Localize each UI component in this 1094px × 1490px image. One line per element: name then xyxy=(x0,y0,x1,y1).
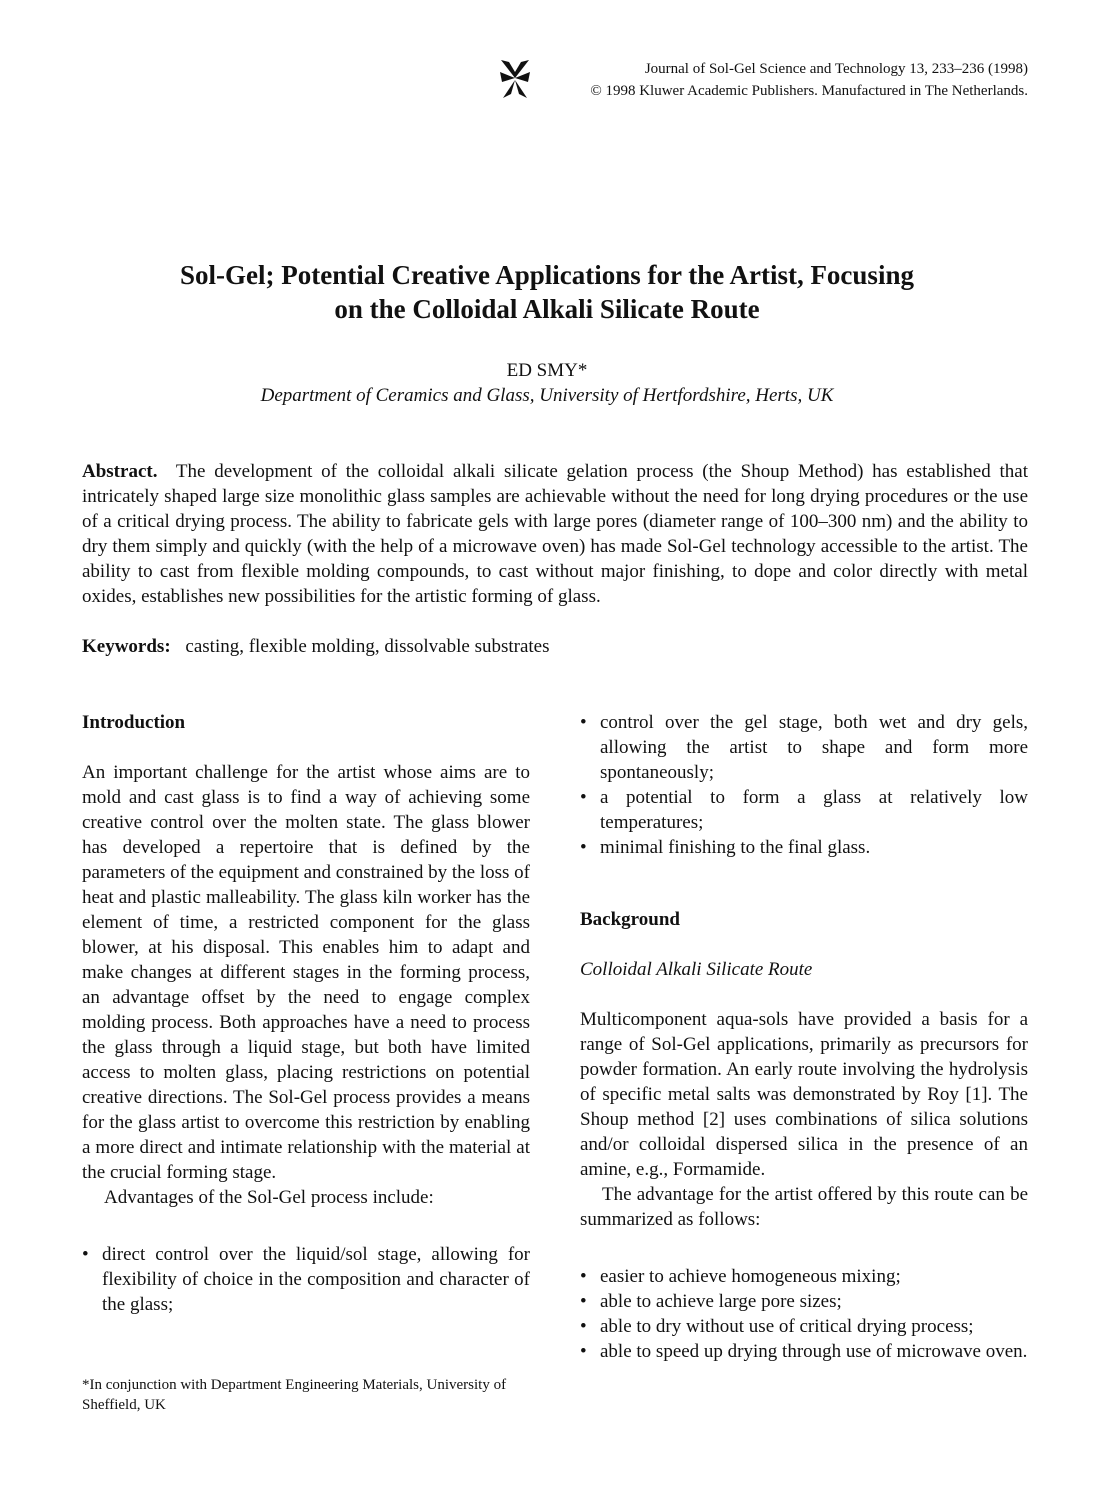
list-item: • able to dry without use of critical drying process; xyxy=(580,1316,974,1337)
list-item: • direct control over the liquid/sol stage, allowing for flexibility of choice in the composition and character of the glass; xyxy=(82,1244,530,1315)
artist-advantages-list xyxy=(580,1264,1028,1364)
advantages-list xyxy=(82,1242,530,1317)
background-paragraph-2: The advantage for the artist offered by this route can be summarized as follows: xyxy=(580,1184,1028,1230)
advantages-list-continued xyxy=(580,710,1028,860)
abstract-text: The development of the colloidal alkali silicate gelation process (the Shoup Method) has established that intricately shaped large size monolithic glass samples are achievable without the need for long drying procedures or the use of a critical drying process. The ability to fabricate gels with large pores (diameter range of 100–300 nm) and the ability to dry them simply and quickly (with the help of a microwave oven) has made Sol-Gel technology accessible to the artist. The ability to cast from flexible molding compounds, to cast without major finishing, to dope and color directly with metal oxides, establishes new possibilities for the artistic forming of glass. xyxy=(82,461,1028,607)
right-column xyxy=(580,710,1028,1364)
intro-paragraph-2: Advantages of the Sol-Gel process include: xyxy=(104,1187,434,1208)
bullet-icon: • xyxy=(580,1266,587,1287)
bullet-icon: • xyxy=(82,1244,89,1265)
bullet-icon: • xyxy=(580,1316,587,1337)
background-paragraph-1: Multicomponent aqua-sols have provided a basis for a range of Sol-Gel applications, primarily as precursors for powder formation. An early route involving the hydrolysis of specific metal salts was demonstrated by Roy [1]. The Shoup method [2] uses combinations of silica solutions and/or colloidal dispersed silica in the presence of an amine, e.g., Formamide. xyxy=(580,1009,1028,1180)
section-heading-introduction: Introduction xyxy=(82,712,186,733)
keywords xyxy=(82,636,550,658)
author-name: ED SMY* xyxy=(506,360,588,381)
bullet-icon: • xyxy=(580,1291,587,1312)
abstract xyxy=(82,459,1028,609)
bullet-icon: • xyxy=(580,712,587,733)
bullet-icon: • xyxy=(580,837,587,858)
left-column xyxy=(82,710,530,1317)
journal-citation: Journal of Sol-Gel Science and Technology 13, 233–236 (1998) xyxy=(644,61,1028,77)
publisher-logo-icon xyxy=(498,58,532,100)
author-affiliation: Department of Ceramics and Glass, University of Hertfordshire, Herts, UK xyxy=(260,385,834,406)
abstract-label: Abstract. xyxy=(82,461,158,482)
title-line-2: on the Colloidal Alkali Silicate Route xyxy=(334,294,760,324)
copyright-line: © 1998 Kluwer Academic Publishers. Manufactured in The Netherlands. xyxy=(590,83,1028,99)
list-item: • able to achieve large pore sizes; xyxy=(580,1291,842,1312)
keywords-text: casting, flexible molding, dissolvable substrates xyxy=(185,636,550,657)
list-item: • control over the gel stage, both wet and dry gels, allowing the artist to shape and form more spontaneously; xyxy=(580,712,1028,783)
list-item: • easier to achieve homogeneous mixing; xyxy=(580,1266,901,1287)
bullet-icon: • xyxy=(580,1341,587,1362)
intro-paragraph-1: An important challenge for the artist whose aims are to mold and cast glass is to find a way of achieving some creative control over the molten state. The glass blower has developed a repertoire that is defined by the parameters of the equipment and constrained by the loss of heat and plastic malleability. The glass kiln worker has the element of time, a restricted component for the glass blower, at his disposal. This enables him to adapt and make changes at different stages in the forming process, an advantage offset by the need to engage complex molding process. Both approaches have a need to process the glass through a liquid stage, but both have limited access to molten glass, placing restrictions on potential creative directions. The Sol-Gel process provides a means for the glass artist to overcome this restriction by enabling a more direct and intimate relationship with the material at the crucial forming stage. xyxy=(82,762,530,1183)
list-item: • a potential to form a glass at relatively low temperatures; xyxy=(580,787,1028,833)
subsection-heading: Colloidal Alkali Silicate Route xyxy=(580,959,813,980)
footnote: *In conjunction with Department Engineering Materials, University of Sheffield, UK xyxy=(82,1377,507,1413)
bullet-icon: • xyxy=(580,787,587,808)
title-line-1: Sol-Gel; Potential Creative Applications for the Artist, Focusing xyxy=(180,260,914,290)
list-item: • minimal finishing to the final glass. xyxy=(580,837,871,858)
section-heading-background: Background xyxy=(580,909,680,930)
paper-title xyxy=(0,258,1094,326)
list-item: • able to speed up drying through use of microwave oven. xyxy=(580,1341,1028,1362)
journal-header xyxy=(590,58,1028,102)
keywords-label: Keywords: xyxy=(82,636,171,657)
